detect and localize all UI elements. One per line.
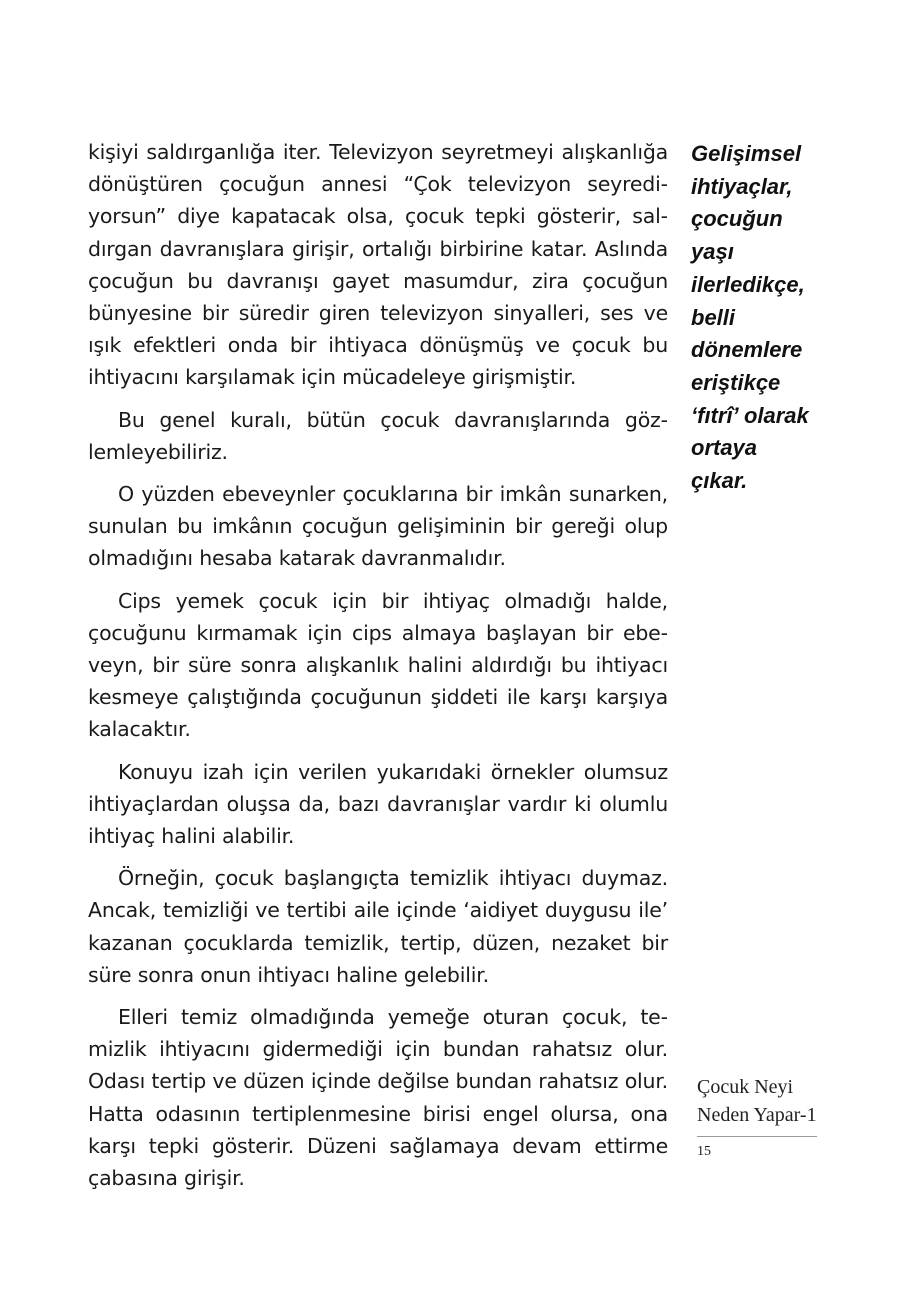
- paragraph-1: kişiyi saldırganlığa iter. Televizyon seyretmeyi alışkanlığa dönüştüren çocuğun annesi “Çok televizyon seyrediyorsun” diye kapatacak olsa, çocuk tepki gösterir, saldırgan davranışlara girişir, ortalığı birbirine katar. Aslında çocuğun bu davranışı gayet masumdur, zira çocuğun bünyesine bir süredir giren televizyon sinyalleri, ses ve ışık efektleri onda bir ihtiyaca dönüşmüş ve çocuk bu ihtiyacını karşılamak için mücadeleye girişmiştir.: [88, 140, 668, 390]
- page-number: 15: [697, 1144, 711, 1159]
- paragraph-3: O yüzden ebeveynler çocuklarına bir imkân sunarken, sunulan bu imkânın çocuğun gelişiminin bir gereği olup olmadığını hesaba katarak davranmalıdır.: [88, 482, 668, 571]
- footer-title-line: Neden Yapar-1: [697, 1104, 817, 1126]
- paragraph-2: Bu genel kuralı, bütün çocuk davranışlarında gözlemleyebiliriz.: [88, 407, 668, 464]
- margin-note-line: ortaya: [691, 435, 758, 461]
- margin-note-line: çıkar.: [691, 468, 748, 494]
- footer-title-line: Çocuk Neyi: [697, 1076, 794, 1098]
- margin-note-line: çocuğun: [691, 206, 783, 232]
- margin-note-line: Gelişimsel: [691, 141, 802, 166]
- running-footer-title: [697, 1073, 837, 1129]
- margin-note-line: ‘fıtrî’ olarak: [691, 402, 809, 428]
- margin-note-line: ilerledikçe,: [691, 271, 805, 297]
- body-text: [88, 136, 668, 1204]
- margin-note: [691, 138, 831, 498]
- margin-note-line: yaşı: [691, 239, 734, 265]
- paragraph-6: Örneğin, çocuk başlangıçta temizlik ihtiyacı duymaz. Ancak, temizliği ve tertibi aile içinde ‘aidiyet duygusu ile’ kazanan çocuklarda temizlik, tertip, düzen, nezaket bir süre sonra onun ihtiyacı haline gelebilir.: [88, 866, 668, 987]
- paragraph-4: Cips yemek çocuk için bir ihtiyaç olmadığı halde, çocuğunu kırmamak için cips almaya başlayan bir ebeveyn, bir süre sonra alışkanlık halini aldırdığı bu ihtiyacı kesmeye çalıştığında çocuğunun şiddeti ile karşı karşıya kalacaktır.: [88, 588, 668, 742]
- margin-note-line: belli: [691, 304, 736, 330]
- margin-note-line: dönemlere: [691, 337, 803, 363]
- paragraph-5: Konuyu izah için verilen yukarıdaki örnekler olumsuz ihtiyaçlardan oluşsa da, bazı davranışlar vardır ki olumlu ihtiyaç halini alabilir.: [88, 759, 668, 849]
- footer-divider: [697, 1136, 817, 1137]
- margin-note-line: ihtiyaçlar,: [691, 173, 793, 199]
- margin-note-line: eriştikçe: [691, 369, 781, 395]
- paragraph-7: Elleri temiz olmadığında yemeğe oturan çocuk, temizlik ihtiyacını gidermediği için bundan rahatsız olur. Odası tertip ve düzen içinde değilse bundan rahatsız olur. Hatta odasının tertiplenmesine birisi engel olursa, ona karşı tepki gösterir. Düzeni sağlamaya devam ettirme çabasına girişir.: [88, 1005, 668, 1191]
